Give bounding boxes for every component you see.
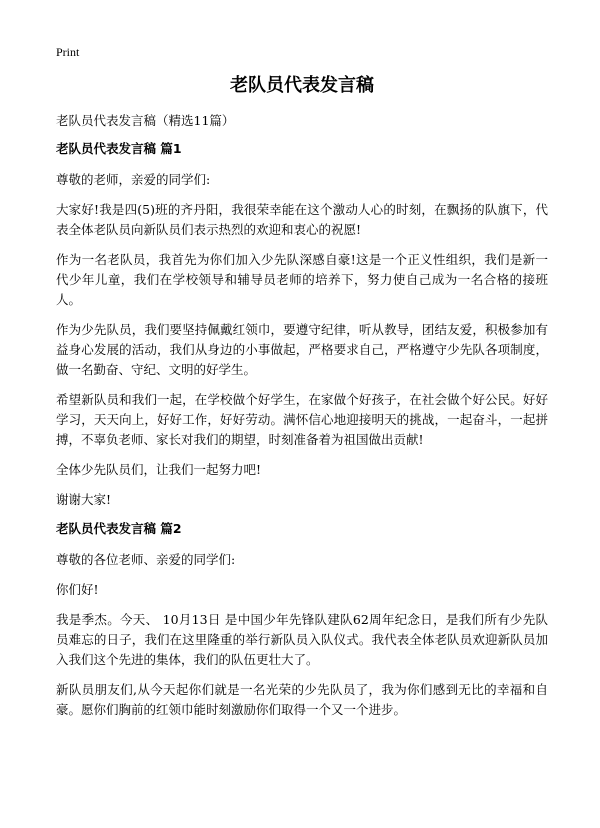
subtitle: 老队员代表发言稿（精选11篇） <box>56 113 235 128</box>
section-heading: 老队员代表发言稿 篇2 <box>56 521 182 536</box>
paragraph: 全体少先队员们，让我们一起努力吧! <box>56 462 262 477</box>
paragraph: 新队员朋友们,从今天起你们就是一名光荣的少先队员了，我为你们感到无比的幸福和自豪。愿你们胸前的红领巾能时刻激励你们取得一个又一个进步。 <box>56 682 548 717</box>
print-link[interactable]: Print <box>56 45 80 59</box>
section-1 <box>56 140 548 510</box>
paragraph: 大家好!我是四(5)班的齐丹阳，我很荣幸能在这个激动人心的时刻，在飘扬的队旗下，代表全体老队员向新队员们表示热烈的欢迎和衷心的祝愿! <box>56 202 548 237</box>
paragraph: 你们好! <box>56 582 99 597</box>
paragraph: 我是季杰。今天、 10月13日 是中国少年先锋队建队62周年纪念日，是我们所有少先队员难忘的日子，我们在这里隆重的举行新队员入队仪式。我代表全体老队员欢迎新队员加入我们这个先进的集体，我们的队伍更壮大了。 <box>56 612 548 667</box>
paragraph: 谢谢大家! <box>56 492 112 507</box>
paragraph: 作为一名老队员，我首先为你们加入少先队深感自豪!这是一个正义性组织，我们是新一代少年儿童，我们在学校领导和辅导员老师的培养下，努力使自己成为一名合格的接班人。 <box>56 252 548 307</box>
paragraph: 作为少先队员，我们要坚持佩戴红领巾，要遵守纪律，听从教导，团结友爱，积极参加有益身心发展的活动，我们从身边的小事做起，严格要求自己，严格遵守少先队各项制度，做一名勤奋、守纪、文明的好学生。 <box>56 322 548 377</box>
paragraph: 尊敬的各位老师、亲爱的同学们: <box>56 552 236 567</box>
section-2 <box>56 520 548 720</box>
paragraph: 尊敬的老师，亲爱的同学们: <box>56 172 211 187</box>
paragraph: 希望新队员和我们一起，在学校做个好学生，在家做个好孩子，在社会做个好公民。好好学习，天天向上，好好工作，好好劳动。满怀信心地迎接明天的挑战，一起奋斗，一起拼搏，不辜负老师、家长对我们的期望，时刻准备着为祖国做出贡献! <box>56 392 548 447</box>
section-heading: 老队员代表发言稿 篇1 <box>56 141 182 156</box>
page-title: 老队员代表发言稿 <box>230 75 374 96</box>
